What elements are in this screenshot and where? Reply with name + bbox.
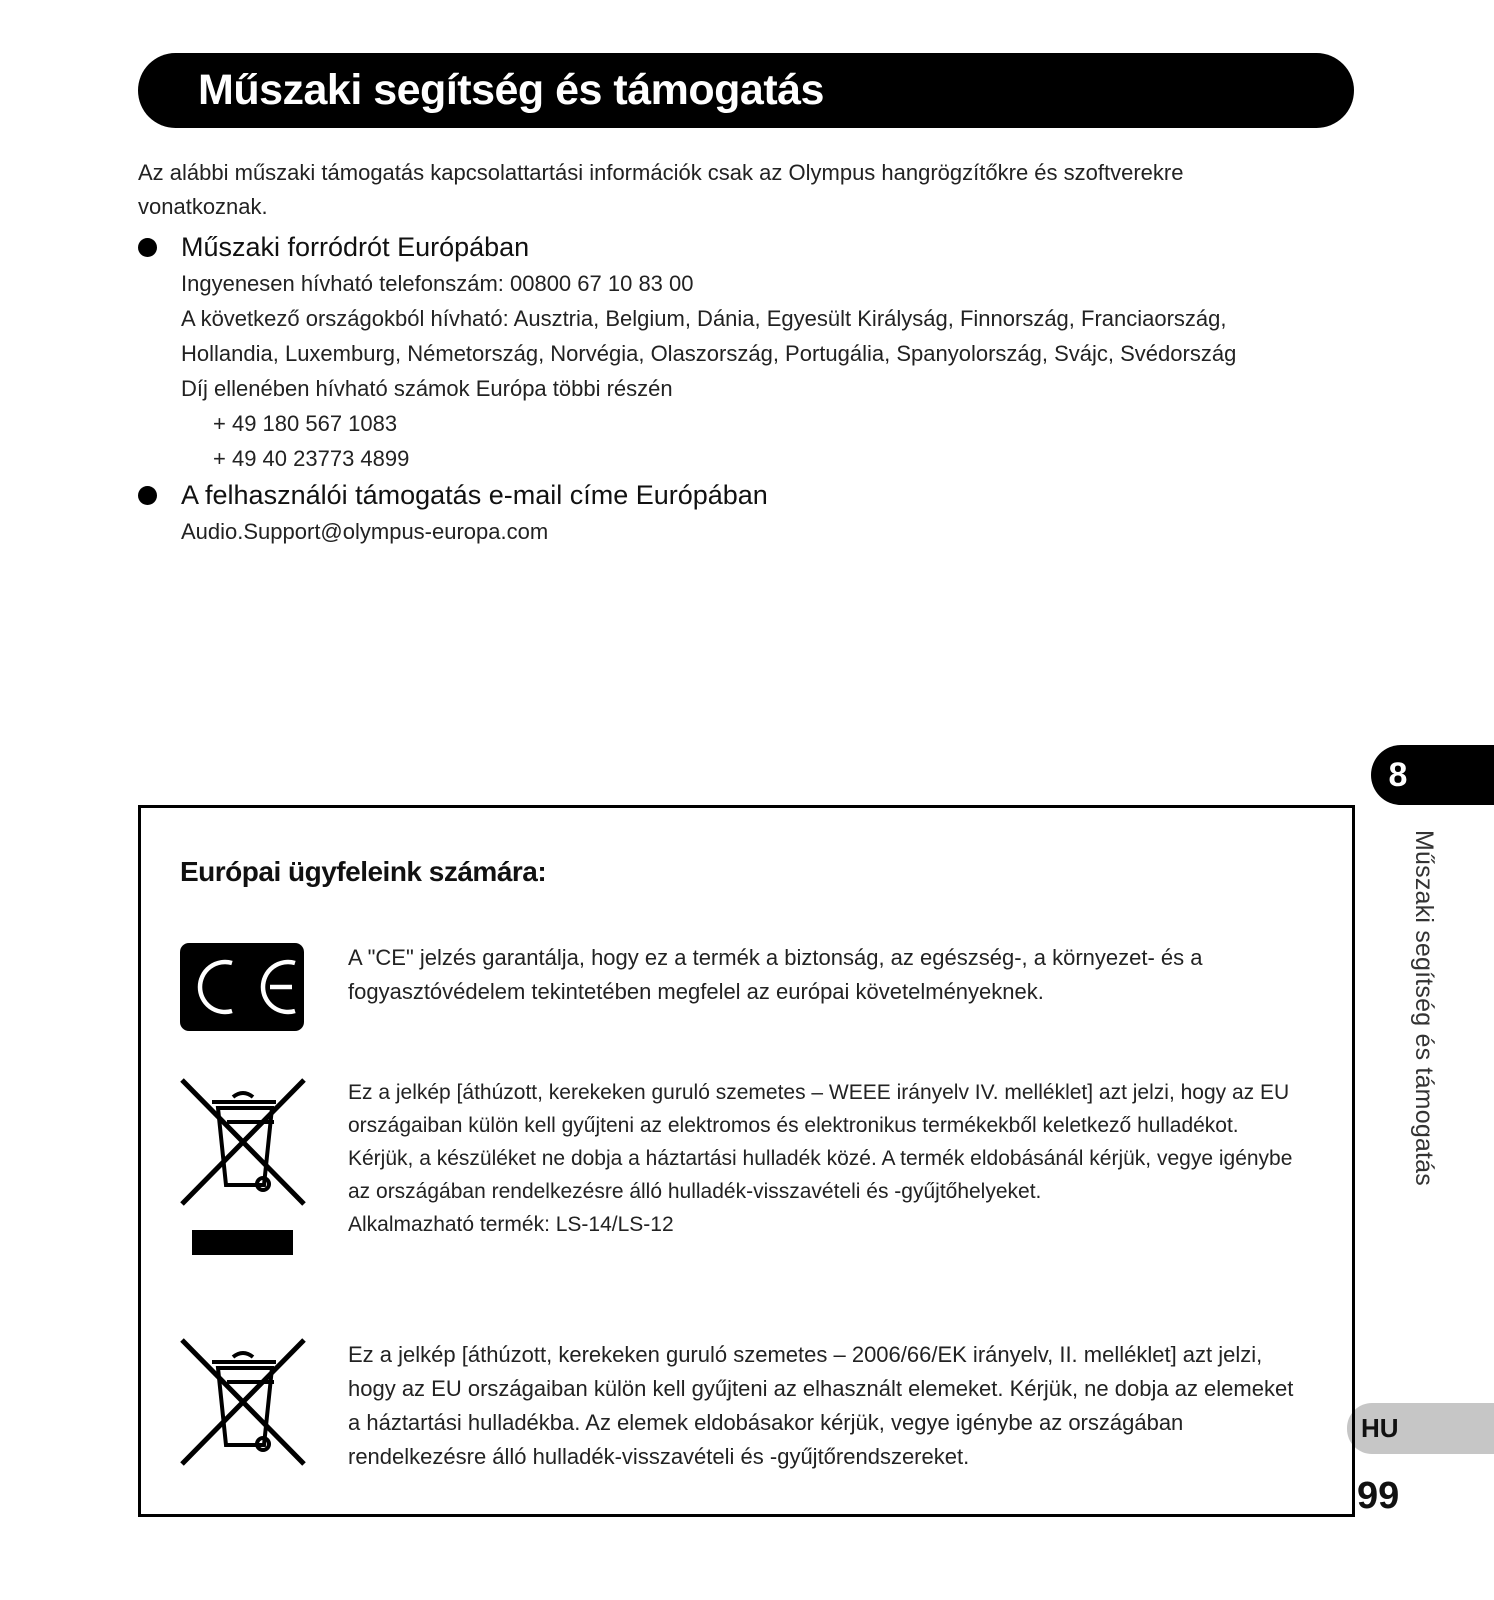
title-bar: [138, 53, 1354, 128]
weee-applicable-product: Alkalmazható termék: LS-14/LS-12: [348, 1213, 674, 1236]
weee-bin-icon: [180, 1078, 306, 1265]
ce-mark-icon: [180, 943, 304, 1036]
page-number: 99: [1357, 1475, 1400, 1517]
hotline-countries-line2: Hollandia, Luxemburg, Németország, Norvégia, Olaszország, Portugália, Spanyolország, Svájc, Svédország: [181, 341, 1237, 366]
bullet-icon: [138, 238, 157, 257]
hotline-heading-text: Műszaki forródrót Európában: [181, 232, 530, 262]
email-heading-text: A felhasználói támogatás e-mail címe Európában: [181, 480, 768, 510]
weee-description: Ez a jelkép [áthúzott, kerekeken guruló szemetes – WEEE irányelv IV. melléklet] azt jelzi, hogy az EU országaiban külön kell gyűjteni az elektromos és elektronikus termékekből keletkező hulladékot. Kérjük, a készüléket ne dobja a háztartási hulladék közé. A termék eldobásánál kérjük, vegye igénybe az országában rendelkezésre álló hulladék-visszavételi és -gyűjtőhelyeket.: [348, 1081, 1293, 1203]
language-tab: [1347, 1403, 1494, 1454]
intro-text: Az alábbi műszaki támogatás kapcsolattartási információk csak az Olympus hangrögzítőkre és szoftverekre vonatkoznak.: [138, 160, 1184, 219]
chapter-number: 8: [1388, 756, 1408, 794]
language-code: HU: [1361, 1413, 1399, 1443]
hotline-free-number: Ingyenesen hívható telefonszám: 00800 67 10 83 00: [181, 271, 694, 296]
email-heading: [138, 476, 1338, 514]
ce-text: A "CE" jelzés garantálja, hogy ez a termék a biztonság, az egészség-, a környezet- és a fogyasztóvédelem tekintetében megfelel az európai követelményeknek.: [348, 945, 1203, 1004]
hotline-countries-line1: A következő országokból hívható: Ausztria, Belgium, Dánia, Egyesült Királyság, Finnország, Franciaország,: [181, 306, 1227, 331]
battery-bin-icon: [180, 1338, 306, 1473]
weee-text: [348, 1076, 1308, 1241]
hotline-paid-number-2: + 49 40 23773 4899: [213, 446, 410, 471]
eu-notice-box: [138, 805, 1355, 1517]
hotline-section: [138, 228, 1338, 476]
hotline-paid-numbers-label: Díj ellenében hívható számok Európa többi részén: [181, 376, 673, 401]
battery-text: Ez a jelkép [áthúzott, kerekeken guruló szemetes – 2006/66/EK irányelv, II. melléklet] azt jelzi, hogy az EU országaiban külön kell gyűjteni az elhasznált elemeket. Kérjük, ne dobja az elemeket a háztartási hulladékba. Az elemek eldobásakor kérjük, vegye igénybe az országában rendelkezésre álló hulladék-visszavételi és -gyűjtőrendszereket.: [348, 1342, 1294, 1469]
side-chapter-title: Műszaki segítség és támogatás: [1410, 830, 1438, 1186]
bullet-icon: [138, 486, 157, 505]
email-section: [138, 476, 1338, 549]
hotline-paid-number-1: + 49 180 567 1083: [213, 411, 398, 436]
eu-heading: Európai ügyfeleink számára:: [180, 856, 547, 887]
page-title: Műszaki segítség és támogatás: [198, 66, 824, 114]
chapter-tab: [1371, 745, 1494, 805]
hotline-heading: [138, 228, 1338, 266]
support-email: Audio.Support@olympus-europa.com: [181, 519, 549, 544]
